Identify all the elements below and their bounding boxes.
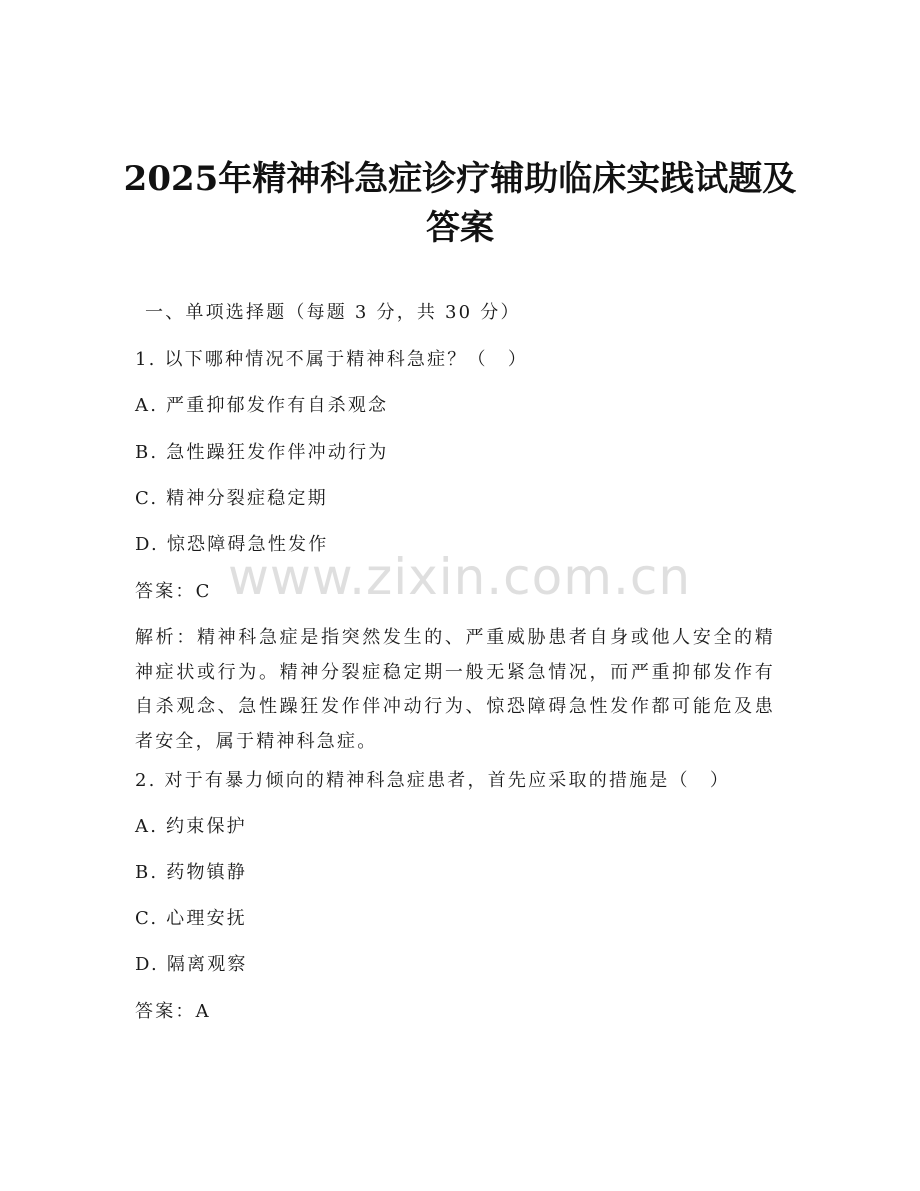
question-2-option-d: D. 隔离观察 bbox=[135, 954, 248, 975]
question-2-stem: 2. 对于有暴力倾向的精神科急症患者，首先应采取的措施是（ ） bbox=[135, 770, 731, 791]
question-2-answer: 答案：A bbox=[135, 1001, 211, 1022]
question-1-option-d: D. 惊恐障碍急性发作 bbox=[135, 534, 329, 555]
watermark: www.zixin.com.cn bbox=[228, 548, 692, 606]
section-heading: 一、单项选择题（每题 3 分，共 30 分） bbox=[145, 302, 521, 323]
question-1-option-b: B. 急性躁狂发作伴冲动行为 bbox=[135, 442, 389, 463]
question-1-option-c: C. 精神分裂症稳定期 bbox=[135, 488, 328, 509]
question-2-option-a: A. 约束保护 bbox=[135, 816, 247, 837]
question-2-option-c: C. 心理安抚 bbox=[135, 908, 247, 929]
question-2-option-b: B. 药物镇静 bbox=[135, 862, 248, 883]
question-1-option-a: A. 严重抑郁发作有自杀观念 bbox=[135, 395, 389, 416]
question-1-stem: 1. 以下哪种情况不属于精神科急症？（ ） bbox=[135, 349, 529, 370]
question-1-answer: 答案：C bbox=[135, 581, 212, 602]
page-title-line-1: 2025年精神科急症诊疗辅助临床实践试题及 bbox=[123, 159, 797, 199]
question-1-analysis: 解析：精神科急症是指突然发生的、严重威胁患者自身或他人安全的精神症状或行为。精神分裂症稳定期一般无紧急情况，而严重抑郁发作有自杀观念、急性躁狂发作伴冲动行为、惊恐障碍急性发作都可能危及患者安全，属于精神科急症。 bbox=[135, 627, 775, 752]
page-title-line-2: 答案 bbox=[426, 208, 494, 248]
